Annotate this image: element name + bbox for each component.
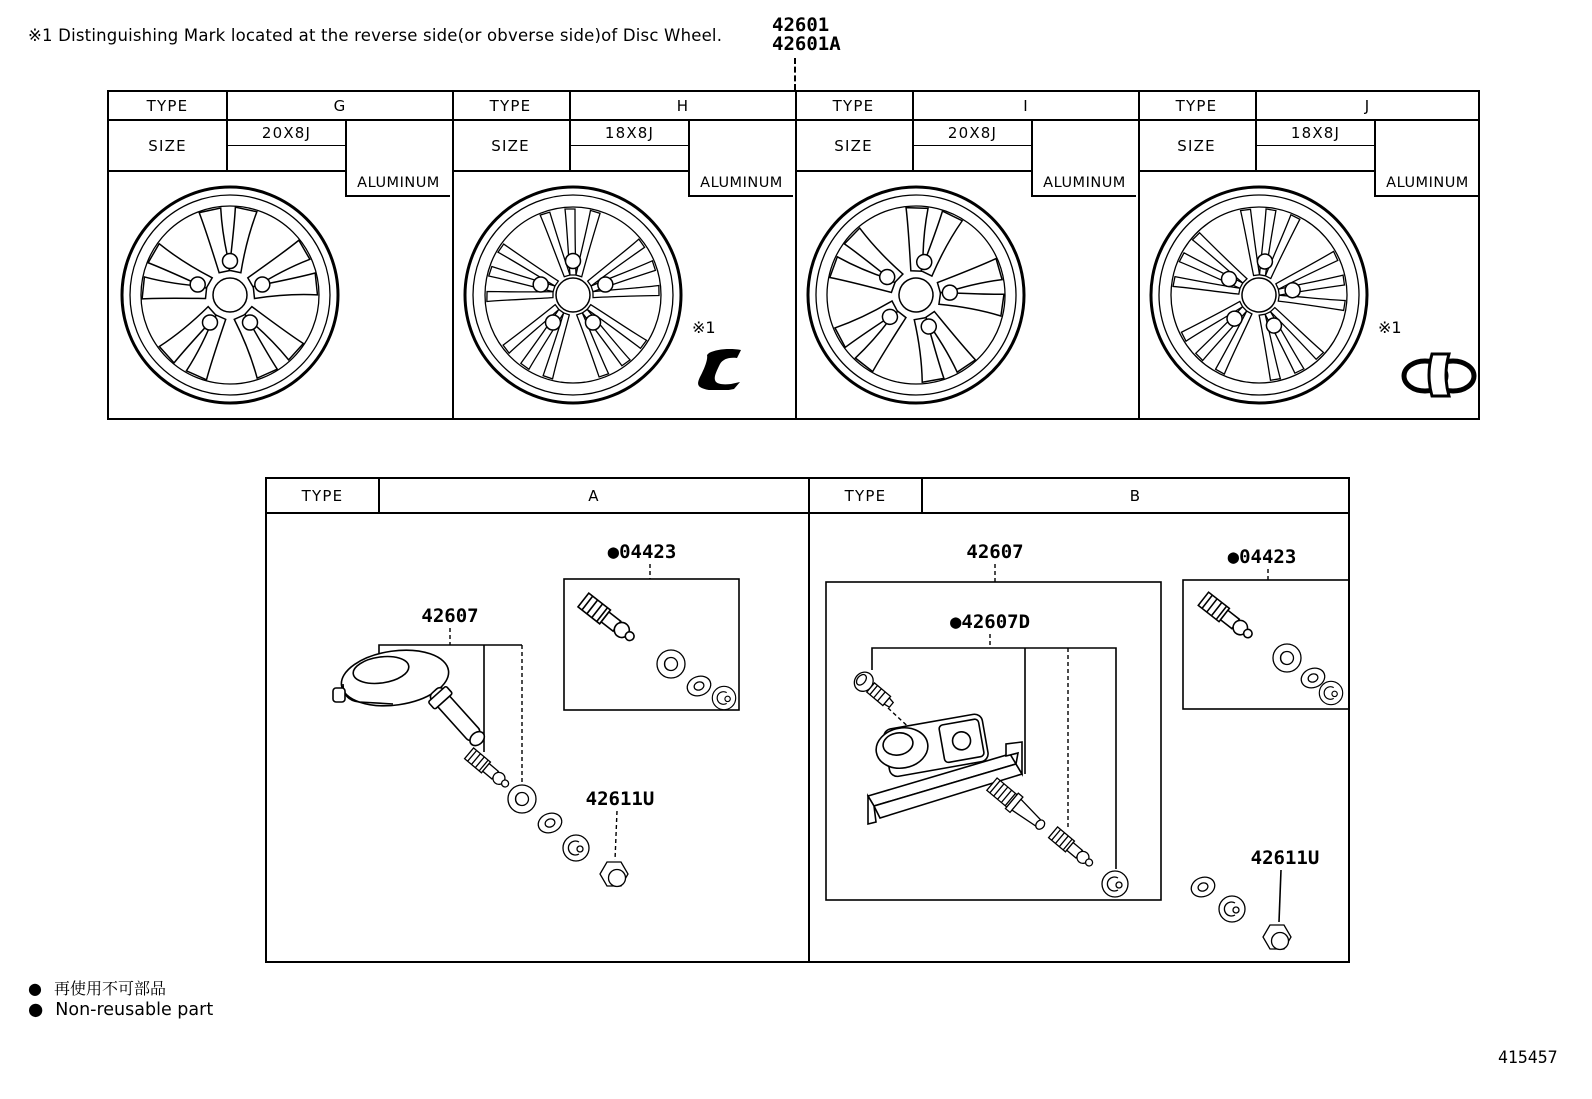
document-number: 415457: [1498, 1048, 1558, 1067]
type-label: TYPE: [1138, 92, 1257, 119]
valve-core-drawing-b: [1049, 827, 1097, 870]
disc-wheel-illustration-j: [1144, 180, 1374, 410]
part-label-04423-a: ●04423: [607, 541, 677, 563]
material-label: ALUMINUM: [1043, 175, 1126, 191]
size-value: 18X8J: [1290, 124, 1341, 142]
material-label: ALUMINUM: [1386, 175, 1469, 191]
legend-en-text: Non-reusable part: [55, 1000, 214, 1020]
part-label-42607d-b: ●42607D: [949, 611, 1031, 633]
washer-drawing-a: [535, 810, 564, 836]
size-value: 20X8J: [947, 124, 998, 142]
valve-stem-drawing-b: [986, 776, 1050, 834]
header-row: [1138, 92, 1478, 121]
size-label: SIZE: [452, 121, 571, 170]
kit-grommet-a: [657, 650, 685, 678]
size-label: SIZE: [795, 121, 914, 170]
part-label-42607-a: 42607: [421, 605, 479, 627]
wheel-block-i: [795, 92, 1140, 418]
size-row-divider: [109, 170, 345, 172]
part-number-42601a: 42601A: [772, 33, 841, 55]
kit-valve-core-a: [578, 593, 639, 646]
leader-42611u-b: [1279, 870, 1281, 922]
cap-drawing-b: [1102, 871, 1128, 897]
distinguishing-mark-note: ※1 Distinguishing Mark located at the reverse side(or obverse side)of Disc Wheel.: [28, 26, 723, 45]
mark-reference-label: ※1: [692, 318, 716, 337]
sleeve-drawing-b: [1219, 896, 1245, 922]
part-label-04423-b: ●04423: [1227, 546, 1297, 568]
size-value: 18X8J: [604, 124, 655, 142]
tpms-sensor-drawing-b: [868, 713, 1022, 824]
size-row-divider: [452, 170, 688, 172]
figure-leader-line: [794, 58, 796, 90]
hex-cap-drawing-b: [1263, 925, 1291, 950]
valve-core-drawing-a: [465, 748, 513, 791]
type-label-a: TYPE: [267, 479, 380, 512]
kit-grommet-b: [1273, 644, 1301, 672]
section-b-illustration: [810, 512, 1352, 961]
disc-wheel-illustration-g: [115, 180, 345, 410]
figure-part-numbers: [772, 16, 841, 54]
kit-washer-a: [684, 673, 713, 699]
part-label-42611u-a: 42611U: [585, 788, 655, 810]
kit-cap-a: [712, 686, 735, 709]
kit-valve-core-b: [1198, 592, 1256, 643]
size-cell-divider: [228, 145, 345, 146]
type-label-b: TYPE: [810, 479, 923, 512]
wheel-block-h: [452, 92, 797, 418]
wheel-type-table: [107, 90, 1480, 420]
size-label: SIZE: [109, 121, 228, 170]
size-value: 20X8J: [261, 124, 312, 142]
size-cell-divider: [914, 145, 1031, 146]
material-label: ALUMINUM: [700, 175, 783, 191]
sleeve-drawing-a: [563, 835, 589, 861]
type-value: H: [676, 96, 690, 115]
legend-en: [28, 1000, 213, 1020]
washer-drawing-b: [1188, 874, 1217, 900]
grommet-drawing-a: [508, 785, 536, 813]
size-row-divider: [1138, 170, 1374, 172]
bullet-icon: ●: [28, 979, 42, 998]
size-row-divider: [795, 170, 1031, 172]
type-value: G: [333, 96, 347, 115]
distinguishing-mark-j-icon: [1398, 350, 1480, 398]
type-value: J: [1364, 96, 1371, 115]
size-cell-divider: [1257, 145, 1374, 146]
screw-drawing-b: [850, 668, 897, 712]
section-a-illustration: [267, 512, 808, 961]
material-label: ALUMINUM: [357, 175, 440, 191]
header-row: [452, 92, 795, 121]
mark-reference-label: ※1: [1378, 318, 1402, 337]
header-row: [795, 92, 1138, 121]
header-row: [109, 92, 452, 121]
type-value: I: [1023, 96, 1029, 115]
tpms-sensor-drawing-a: [333, 644, 490, 751]
size-label: SIZE: [1138, 121, 1257, 170]
legend-jp: [28, 976, 166, 999]
legend-jp-text: 再使用不可部品: [53, 979, 166, 998]
type-label: TYPE: [795, 92, 914, 119]
disc-wheel-illustration-i: [801, 180, 1031, 410]
distinguishing-mark-h-icon: [695, 348, 753, 390]
part-label-42611u-b: 42611U: [1250, 847, 1320, 869]
bullet-icon: ●: [28, 1000, 44, 1020]
valve-parts-table: [265, 477, 1350, 963]
wheel-block-g: [109, 92, 454, 418]
wheel-block-j: [1138, 92, 1478, 418]
type-value-b: B: [1129, 486, 1142, 505]
leader-42611u-a: [615, 811, 617, 860]
type-label: TYPE: [452, 92, 571, 119]
hex-cap-drawing-a: [600, 862, 628, 887]
type-label: TYPE: [109, 92, 228, 119]
part-label-42607-b: 42607: [966, 541, 1024, 563]
part-number-42601: 42601: [772, 14, 830, 36]
size-cell-divider: [571, 145, 688, 146]
type-value-a: A: [588, 486, 600, 505]
kit-cap-b: [1319, 681, 1342, 704]
disc-wheel-illustration-h: [458, 180, 688, 410]
